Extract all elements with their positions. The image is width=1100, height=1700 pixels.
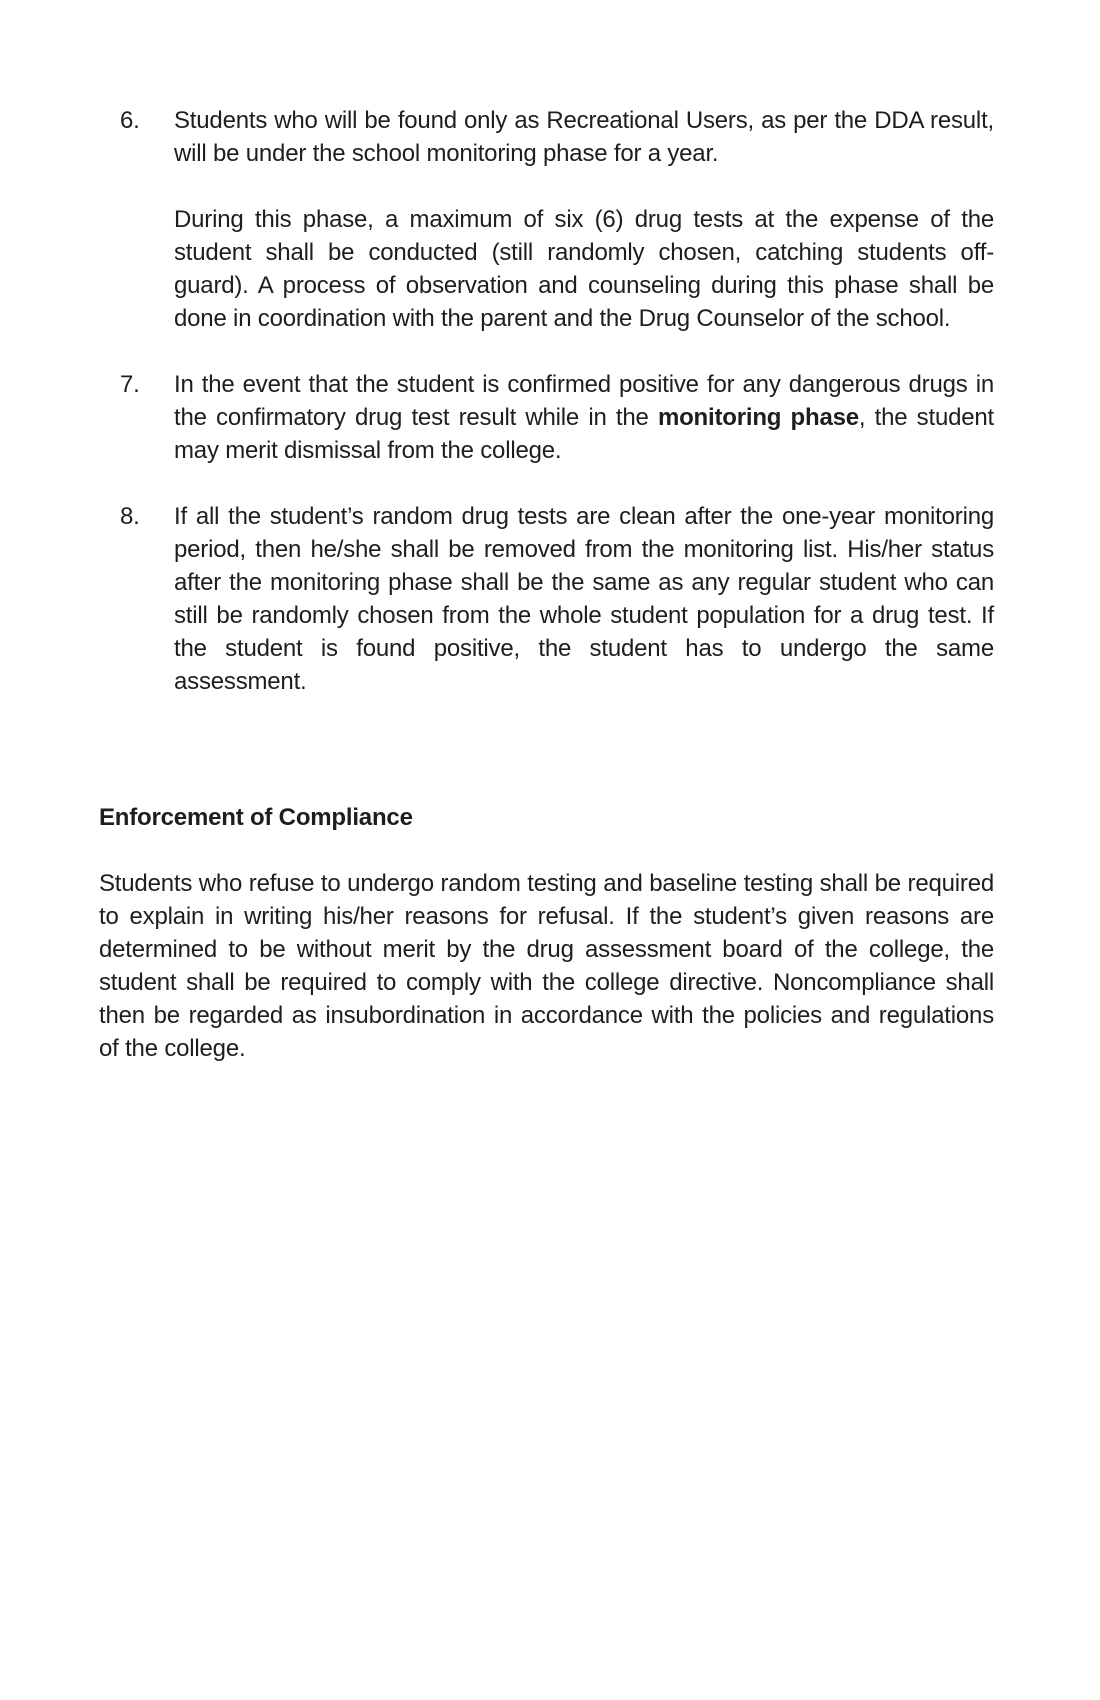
list-item-8: [120, 500, 994, 698]
item-number: 7.: [120, 371, 140, 398]
item-paragraph: If all the student’s random drug tests are clean after the one-year monitoring period, then he/she shall be removed from the monitoring list. His/her status after the monitoring phase shall be the same as any regular student who can still be randomly chosen from the whole student population for a drug test. If the student is found positive, the student has to undergo the same assessment.: [174, 503, 994, 695]
numbered-list: [120, 104, 994, 698]
item-text: , the student may merit dismissal from the college.: [174, 404, 994, 464]
section-body: Students who refuse to undergo random testing and baseline testing shall be required to explain in writing his/her reasons for refusal. If the student’s given reasons are determined to be without merit by the drug assessment board of the college, the student shall be required to comply with the college directive. Noncompliance shall then be regarded as insubordination in accordance with the policies and regulations of the college.: [99, 870, 994, 1062]
item-paragraph: Students who will be found only as Recreational Users, as per the DDA result, will be under the school monitoring phase for a year.: [174, 107, 994, 167]
item-paragraph: [174, 368, 994, 467]
enforcement-section: [99, 801, 994, 1065]
list-item-6: [120, 104, 994, 335]
item-paragraph: During this phase, a maximum of six (6) drug tests at the expense of the student shall be conducted (still randomly chosen, catching students off-guard). A process of observation and counseling during this phase shall be done in coordination with the parent and the Drug Counselor of the school.: [174, 206, 994, 332]
list-item-7: [120, 368, 994, 467]
item-text: In the event that the student is confirmed positive for any dangerous drugs in the confirmatory drug test result while in the: [174, 371, 994, 431]
item-number: 6.: [120, 107, 140, 134]
section-heading: Enforcement of Compliance: [99, 804, 413, 831]
item-number: 8.: [120, 503, 140, 530]
bold-term: monitoring phase: [657, 404, 859, 431]
